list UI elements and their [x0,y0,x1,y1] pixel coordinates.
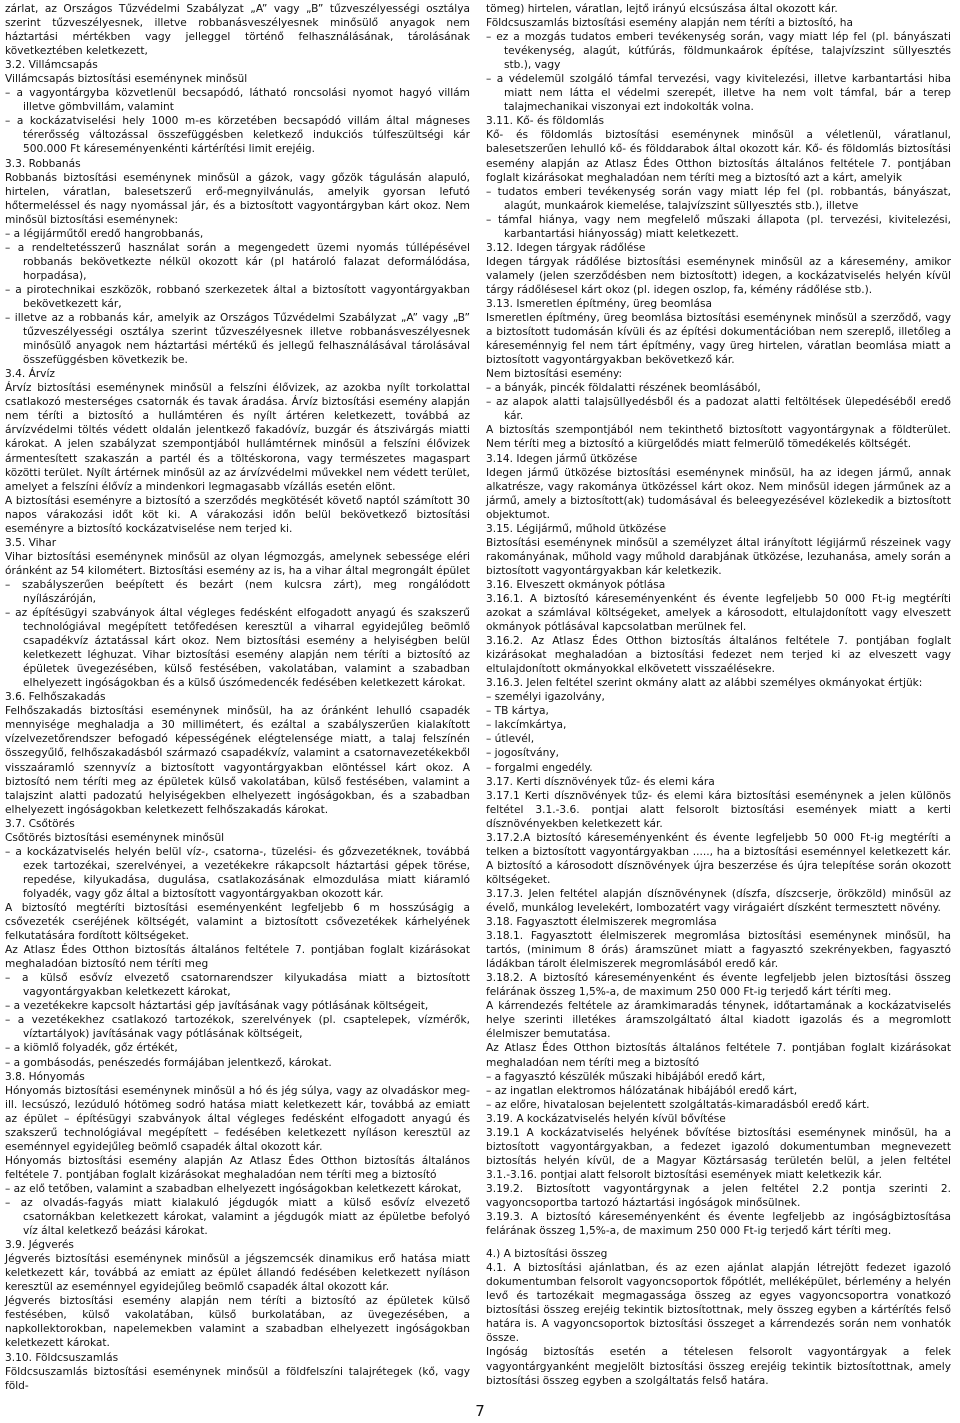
section-heading: 3.7. Csőtörés [5,817,75,830]
list-item: – az építésügyi szabványok által végleges fedésként elfogadott anyagú és szakszerű technológiával megépített tetőfedésen keresztül a viharral egyidejűleg beömlő csapadékvíz áztatással kárt okoz. Nem biztosítási esemény a helyiségben belül keletkezett léghuzat. Vihar biztosítási esemény alapján nem téríti a biztosító az épületek üvegezésében, külső festésében, vakolatában, valamint a szabadban elhelyezett ingóságokban és a külső úszómedencék fedésében keletkezett károkat. [5,607,470,690]
list-item: – az elő tetőben, valamint a szabadban elhelyezett ingóságokban keletkezett károkat, [5,1182,462,1195]
paragraph: Villámcsapás biztosítási eseménynek minősül [5,73,248,86]
paragraph: Ismeretlen építmény, üreg beomlása biztosítási eseménynek minősül a szerződő, vagy a biztosított tudomásán kívüli és az építési dokumentációban nem szereplő, illetőleg a káreseménnyig fel nem tárt építmény, vagy üreg hirtelen, váratlan beomlása miatt a biztosított vagyontárgyakban bekövetkező kár. [486,312,951,367]
section-heading: 3.6. Felhőszakadás [5,691,106,704]
paragraph: Hónyomás biztosítási esemény alapján Az Atlasz Édes Otthon biztosítás általános feltétele 7. pontjában foglalt kizárásokat meghaladóan nem téríti meg a biztosító [5,1154,470,1181]
section-heading: 3.8. Hónyomás [5,1070,85,1083]
page-number: 7 [475,1402,485,1420]
left-column [5,2,470,1393]
paragraph: 3.19.2. Biztosított vagyontárgynak a jelen feltétel 2.2 pontja szerinti 2. vagyoncsoportba tartozó háztartási ingóságok minősülnek. [486,1182,951,1209]
paragraph: A biztosítási eseményre a biztosító a szerződés megkötését követő naptól számított 30 napos várakozási időt köt ki. A várakozási időn belül bekövetkező biztosítási eseményre a biztosító kockázatviselése nem terjed ki. [5,494,470,535]
list-item: – szabályszerűen beépített és bezárt (nem kulcsra zárt), meg rongálódott nyílászáróján, [5,578,470,605]
section-heading: 3.9. Jégverés [5,1239,74,1252]
paragraph: Földcsuszamlás biztosítási esemény alapján nem téríti a biztosító, ha [486,17,853,30]
list-item: – a fagyasztó készülék műszaki hibájából eredő kárt, [486,1070,766,1083]
paragraph: 3.18.1. Fagyasztott élelmiszerek megromlása biztosítási eseménynek minősül, ha tartós, (minimum 8 órás) áramszünet miatt a fagyasztó szekrényekben, fagyasztó ládákban tárolt élelmiszerek megromlásából eredő kár. [486,930,951,971]
paragraph: Jégverés biztosítási esemény alapján nem téríti a biztosító az épületek külső festésében, külső vakolatában, külső burkolatában, az üvegezésében, a napkollektorokban, napelemekben valamint a szabadban elhelyezett ingóságokban keletkezett károkat. [5,1295,470,1350]
paragraph: 3.16.2. Az Atlasz Édes Otthon biztosítás általános feltétele 7. pontjában foglalt kizárásokat meghaladóan a biztosítási fedezet nem terjed ki az elveszett vagy eltulajdonított okmányokkal elkövetett visszaélésekre. [486,635,951,676]
paragraph: Robbanás biztosítási eseménynek minősül a gázok, vagy gőzök tágulásán alapuló, hirtelen, váratlan, balesetszerű erő-megnyilvánulás, amelyik gyorsan lefutó hőtermeléssel és nagy nyomással jár, és a biztosított vagyontárgyban kárt okoz. Nem minősül biztosítási eseménynek: [5,171,470,226]
section-heading: 3.19. A kockázatviselés helyén kívül bővítése [486,1112,726,1125]
section-heading: 3.12. Idegen tárgyak rádőlése [486,241,646,254]
list-item: – az olvadás-fagyás miatt kialakuló jégdugók miatt a külső esővíz elvezető csatornákban keletkezett károkat, valamint a jégdugók miatt az épületbe befolyó víz által keletkező beázási károkat. [5,1196,470,1238]
list-item: – a kockázatviselés helyén belül víz-, csatorna-, tüzelési- és gőzvezetéknek, továbbá ezek tartozékai, szerelvényei, a vezetékekre rákapcsolt háztartási gépek törése, repedése, kilyukadása, dugulása, csatlakozásának elmozdulása miatt kiáramló folyadék, vagy gőz által a biztosított vagyontárgyakban okozott kár. [5,845,470,900]
section-heading: 3.4. Árvíz [5,368,55,381]
list-item: – a pirotechnikai eszközök, robbanó szerkezetek által a biztosított vagyontárgyakban bekövetkezett kár, [5,283,470,310]
paragraph: Idegen jármű ütközése biztosítási eseménynek minősül, ha az idegen jármű, annak alkatrésze, vagy rakománya ütközéssel kárt okoz. Nem minősül idegen járműnek az a jármű, amely a biztosított(ak) tudomásával és beleegyezésével közlekedik a biztosított objektumot. [486,466,951,521]
list-item: – tudatos emberi tevékenység során vagy miatt lép fel (pl. robbantás, bányászat, alagút, munkaárok kiemelése, talajvízszint süllyesztés stb.), illetve [486,185,951,212]
list-item: – ez a mozgás tudatos emberi tevékenység során, vagy miatt lép fel (pl. bányászati tevékenység, alagút, kútfúrás, földmunkaárok építése, talajvízszint süllyesztés stb.), vagy [486,31,951,72]
list-item: – az előre, hivatalosan bejelentett szolgáltatás-kimaradásból eredő kárt. [486,1098,870,1111]
paragraph: 3.17.3. Jelen feltétel alapján dísznövénynek (díszfa, díszcserje, örökzöld) minősül az évelő, munkálog levelekért, lombozatért vagy virágaiért díszként termesztett növény. [486,887,951,914]
list-item: – a kiömlő folyadék, gőz értékét, [5,1042,178,1055]
section-heading: 3.2. Villámcsapás [5,59,98,72]
paragraph: Vihar biztosítási eseménynek minősül az olyan légmozgás, amelynek sebessége eléri óránként az 54 kilométert. Biztosítási esemény az is, ha a vihar által megrongált épület [5,550,470,577]
list-item: – a légijárműtől eredő hangrobbanás, [5,227,204,240]
paragraph: Kő- és földomlás biztosítási eseménynek minősül a véletlenül, váratlanul, balesetszerűen lehulló kő- és földdarabok által okozott kár. Kő- és földomlás biztosítási esemény alapján az Atlasz Édes Otthon biztosítás általános feltétele 7. pontjában foglalt kizárásokat meghaladóan nem téríti meg a biztosító azt a kárt, amelyik [486,129,951,184]
section-heading: 3.13. Ismeretlen építmény, üreg beomlása [486,297,712,310]
list-item: – az ingatlan elektromos hálózatának hibájából eredő kárt, [486,1084,798,1097]
paragraph: Hónyomás biztosítási eseménynek minősül a hó és jég súlya, vagy az olvadáskor meg- ill. lecsúszó, lezúduló hótömeg sodró hatása miatt keletkezett kár, továbbá az emiatt az épület – építésügyi szabványok által végleges fedésként elfogadott anyagú és szakszerű technológiával megépített – fedésében keletkezett nyíláson keresztül az eseménnyel egyidejűleg beömlő csapadék által okozott kár. [5,1084,470,1153]
paragraph: 3.16.3. Jelen feltétel szerint okmány alatt az alábbi személyes okmányokat értjük: [486,677,923,690]
paragraph: Árvíz biztosítási eseménynek minősül a felszíni élővizek, az azokba nyílt torkolattal csatlakozó mesterséges csatornák és tavak áradása. Árvíz biztosítási esemény alapján nem téríti a biztosító a hullámtéren és nyílt ártéren keletkezett, továbbá az árvízvédelmi töltés védett oldalán jelentkező fakadóvíz, buzgár és átszivárgás miatti károkat. A jelen szabályzat szempontjából hullámtérnek minősül a felszíni élővizek ármentesített szakaszán a partél és a töltéskorona, vagy természetes magaspart közötti terület. Nyílt ártérnek minősül az az árvízvédelmi művekkel nem védett terület, amelyet a felszíni élővíz a mindenkori legmagasabb vízállás esetén elönt. [5,382,470,493]
section-heading: 3.5. Vihar [5,536,57,549]
paragraph: Nem biztosítási esemény: [486,368,623,381]
paragraph: Ingóság biztosítás esetén a tételesen felsorolt vagyontárgyak a felek vagyontárgyanként megjelölt biztosítási összeg erejéig tekintik biztosítottnak, amely biztosítási összeg egyben a szolgáltatás felső határa. [486,1346,951,1387]
list-item: – útlevél, [486,733,535,746]
paragraph: A biztosítás szempontjából nem tekinthető biztosított vagyontárgynak a földterület. Nem téríti meg a biztosító a kiürgelődés miatt felmerülő tömedékelés költségét. [486,424,951,451]
list-item: – személyi igazolvány, [486,691,605,704]
paragraph: 3.19.3. A biztosító káreseményenként és évente legfeljebb az ingóságbiztosítása felárának összeg 1,5%-a, de maximum 250 000 Ft-ig terjedő kárt téríti meg. [486,1211,951,1238]
section-heading: 3.10. Földcsuszamlás [5,1351,119,1364]
list-item: – forgalmi engedély. [486,761,593,774]
list-item: – a kockázatviselési hely 1000 m-es körzetében becsapódó villám által mágneses térerősség változással összefüggésben keletkező indukciós túlfeszültségi kár 500.000 Ft káreseményenkénti kártérítési limit erejéig. [5,115,470,156]
paragraph: Biztosítási eseménynek minősül a személyzet által irányított légijármű részeinek vagy rakományának, műhold vagy műhold darabjának ütközése, lezuhanása, amely során a biztosított vagyontárgyakban kár keletkezik. [486,536,951,577]
list-item: – TB kártya, [486,705,549,718]
paragraph: Idegen tárgyak rádőlése biztosítási eseménynek minősül az a káresemény, amikor valamely (jelen szerződésben nem biztosított) idegen, a kockázatviselés helyén kívül tárgy rádőlésesel kárt okoz (pl. idegen oszlop, fa, kémény rádőlése stb.). [486,255,951,296]
list-item: – támfal hiánya, vagy nem megfelelő műszaki állapota (pl. tervezési, kivitelezési, karbantartási hiányosság) miatt keletkezett. [486,213,951,240]
paragraph: Felhőszakadás biztosítási eseménynek minősül, ha az óránként lehulló csapadék mennyisége meghaladja a 30 millimétert, és ezáltal a szabályszerűen kialakított vízelvezetőrendszer befogadó képességének elégtelensége miatt, a talaj felszínén összegyűlő, felhőszakadásból származó csapadékvíz, valamint a csatornavezetékekből visszaáramló szennyvíz a biztosított vagyontárgyakban elöntéssel kárt okoz. A biztosító nem téríti meg az épületek külső vakolatában, külső festésében, valamint a talajszint alatti padozatú helyiségekben elhelyezett ingóságokban, és a szabadban elhelyezett ingóságokban keletkezett felhőszakadás károkat. [5,705,470,816]
section-heading: 3.15. Légijármű, műhold ütközése [486,522,667,535]
list-item: – a vagyontárgyba közvetlenül becsapódó, látható roncsolási nyomot hagyó villám illetve gömbvillám, valamint [5,87,470,114]
section-heading: 3.16. Elveszett okmányok pótlása [486,578,666,591]
right-column [486,2,951,1388]
paragraph: 3.19.1 A kockázatviselés helyének bővítése biztosítási eseménynek minősül, ha a biztosított vagyontárgyakban, a fedezet igazoló dokumentumban megnevezett biztosítás helyén kívül, de a Magyar Köztársaság területén belül, a jelen feltétel 3.1.-3.16. pontjai alatt felsorolt biztosítási események miatt keletkezik kár. [486,1126,951,1181]
paragraph: zárlat, az Országos Tűzvédelmi Szabályzat „A” vagy „B” tűzveszélyességi osztálya szerint tűzveszélyesnek, illetve robbanásveszélyesnek minősülő anyagok nem háztartási mértékben vagy jelleggel történő felhasználásának, tárolásának következtében keletkezett, [5,3,470,58]
paragraph: A biztosító megtéríti biztosítási eseményenként legfeljebb 6 m hosszúságig a csővezeték cseréjének költségét, valamint a biztosított csővezetékek kárhelyének felkutatására fordított költségeket. [5,902,470,943]
paragraph: Az Atlasz Édes Otthon biztosítás általános feltétele 7. pontjában foglalt kizárásokat meghaladóan nem téríti meg a biztosító [486,1042,951,1069]
paragraph: Földcsuszamlás biztosítási eseménynek minősül a földfelszíni talajrétegek (kő, vagy föld- [5,1365,470,1392]
list-item: – a bányák, pincék földalatti részének beomlásából, [486,382,761,395]
list-item: – lakcímkártya, [486,719,567,732]
paragraph: Jégverés biztosítási eseménynek minősül a jégszemcsék dinamikus erő hatása miatt keletkezett kár, továbbá az emiatt az épület állandó fedésében keletkezett nyíláson keresztül az eseménnyel egyidejűleg beömlő csapadék által okozott kár. [5,1253,470,1294]
section-heading: 3.17. Kerti dísznövények tűz- és elemi kára [486,775,715,788]
section-heading: 3.14. Idegen jármű ütközése [486,452,638,465]
section-heading: 4.) A biztosítási összeg [486,1248,608,1261]
list-item: – jogosítvány, [486,747,560,760]
paragraph: A kárrendezés feltétele az áramkimaradás ténynek, időtartamának a kockázatviselés helye szerinti illetékes áramszolgáltató által kiadott igazolás és a megromlott élelmiszer bemutatása. [486,1000,951,1041]
paragraph: 4.1. A biztosítási ajánlatban, és az ezen ajánlat alapján létrejött fedezet igazoló dokumentumban felsorolt vagyoncsoportok főpótlét, melléképület, bérlemény a helyén levő és tartozékait megmagassága összeg az egyes vagyoncsoportra vonatkozó biztosítási összeg erejéig tekintik biztosítottnak, mely összeg egyben a kártérítés felső határa is. A vagyoncsoportok biztosítási összeget a kárrendezés során nem vonhatók össze. [486,1262,951,1345]
paragraph: Az Atlasz Édes Otthon biztosítás általános feltétele 7. pontjában foglalt kizárásokat meghaladóan biztosító nem téríti meg [5,944,470,971]
list-item: – a védelemül szolgáló támfal tervezési, vagy kivitelezési, illetve karbantartási hiba miatt nem látta el védelmi szerepét, illetve ha nem volt támfal, bár a terep talajmechanikai viszonyai ezt indokolták volna. [486,73,951,114]
section-heading: 3.3. Robbanás [5,157,81,170]
list-item: – a vezetékekre kapcsolt háztartási gép javításának vagy pótlásának költségeit, [5,1000,429,1013]
list-item: – a rendeltetésszerű használat során a megengedett üzemi nyomás túllépésével robbanás bekövetkezte nélkül okozott kár (pl határoló falazat deformálódása, horpadása), [5,241,470,282]
paragraph: 3.17.2.A biztosító káreseményenként és évente legfeljebb 50 000 Ft-ig megtéríti a telken a biztosított vagyontárgyakban ....., ha a biztosítási eseménnyel keletkezett kár. A biztosító a károsodott dísznövények újra beszerzése és újra telepítése során okozott költségeket. [486,831,951,886]
paragraph: tömeg) hirtelen, váratlan, lejtő irányú elcsúszása által okozott kár. [486,3,838,15]
list-item: – a vezetékekhez csatlakozó tartozékok, szerelvények (pl. csaptelepek, vízmérők, víztartályok) javításának vagy pótlásának költségeit, [5,1014,470,1041]
paragraph: 3.18.2. A biztosító káreseményenként és évente legfeljebb jelen biztosítási összeg felárának összeg 1,5%-a, de maximum 250 000 Ft-ig terjedő kárt téríti meg. [486,972,951,999]
section-heading: 3.18. Fagyasztott élelmiszerek megromlása [486,916,717,929]
section-heading: 3.11. Kő- és földomlás [486,115,604,128]
paragraph: 3.17.1 Kerti dísznövények tűz- és elemi kára biztosítási eseménynek a jelen különös feltétel 3.1.-3.6. pontjai alatt felsorolt biztosítási események miatt a kerti dísznövényekben keletkezett kár. [486,789,951,830]
list-item: – a külső esővíz elvezető csatornarendszer kilyukadása miatt a biztosított vagyontárgyakban keletkezett károkat, [5,972,470,999]
list-item: – az alapok alatti talajsüllyedésből és a padozat alatti feltöltések ülepedéséből eredő kár. [486,396,951,423]
list-item: – illetve az a robbanás kár, amelyik az Országos Tűzvédelmi Szabályzat „A” vagy „B” tűzveszélyességi osztálya szerint tűzveszélyesnek illetve robbanásveszélyesnek minősülő anyagok nem háztartási mértékű és jellegű felhasználásával tárolásával összefüggésben következik be. [5,312,470,367]
paragraph: Csőtörés biztosítási eseménynek minősül [5,831,225,844]
paragraph: 3.16.1. A biztosító káreseményenként és évente legfeljebb 50 000 Ft-ig megtéríti azokat a számlával költségeket, amelyek a károsodott, eltulajdonított vagy elveszett okmányok pótlásával kapcsolatban merülnek fel. [486,592,951,634]
list-item: – a gombásodás, penészedés formájában jelentkező, károkat. [5,1056,332,1069]
